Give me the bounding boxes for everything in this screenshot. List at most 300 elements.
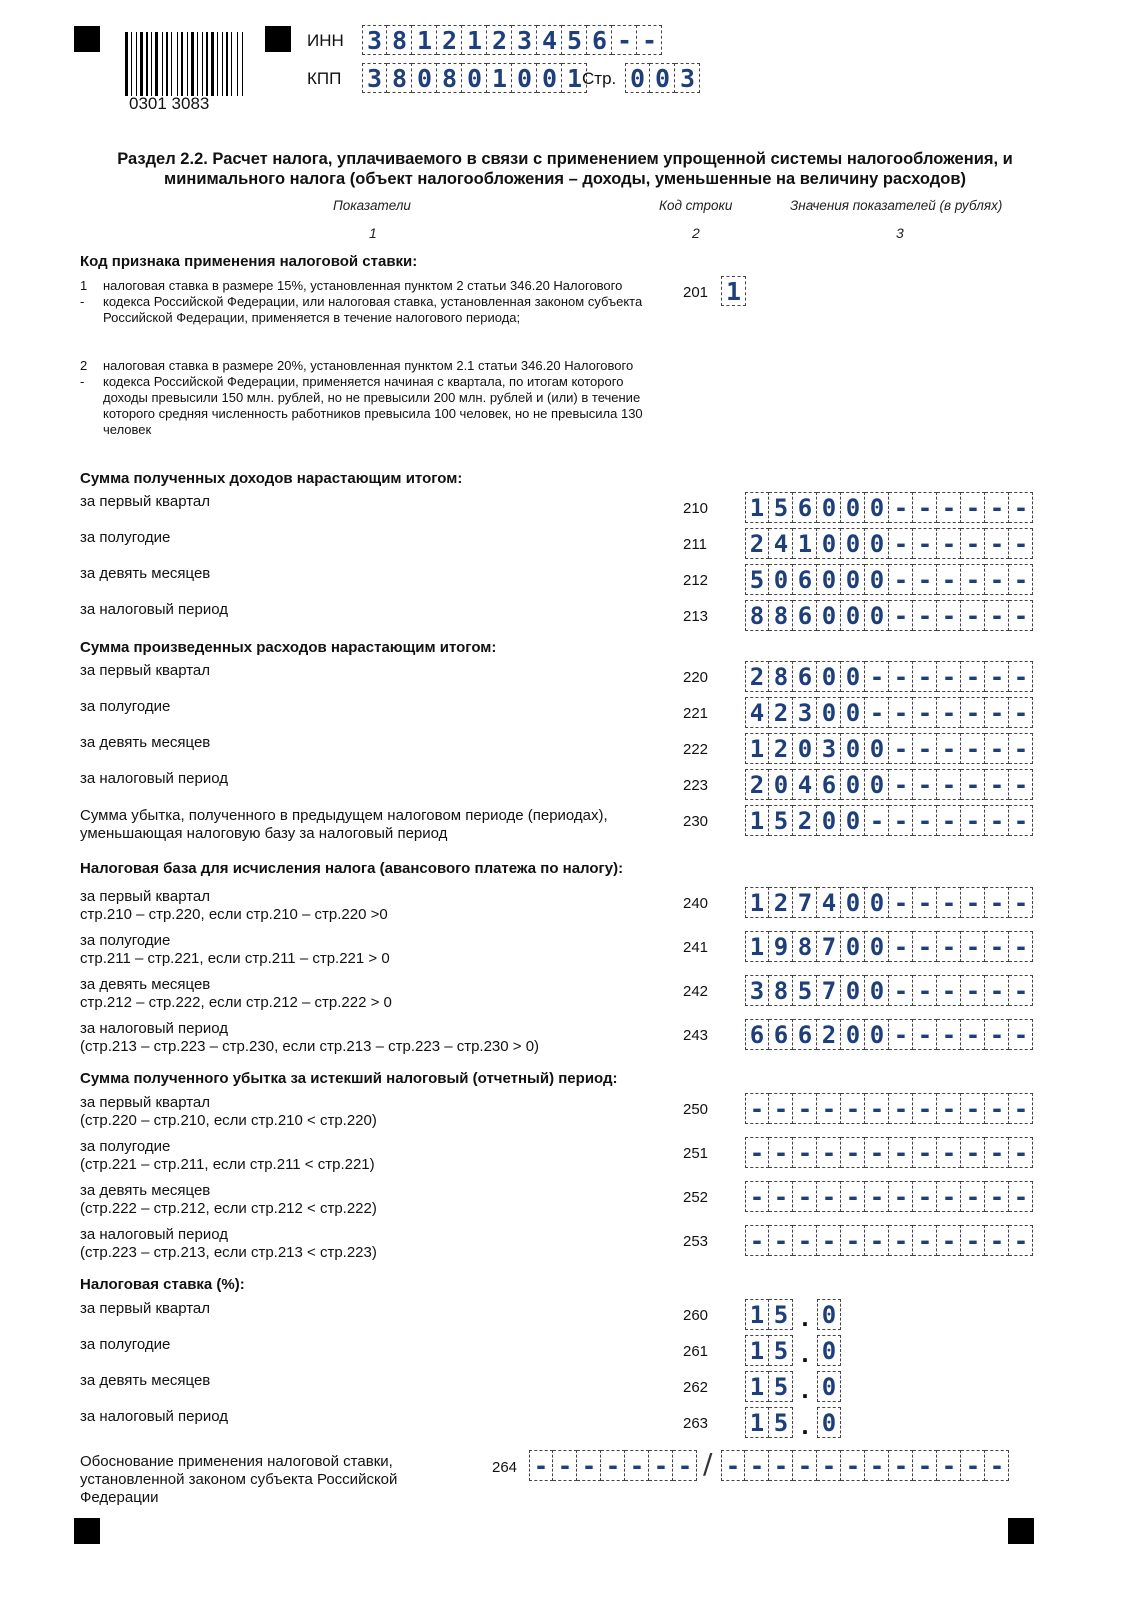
value-220-cell[interactable]: 6 [793, 661, 817, 692]
value-250-cell[interactable]: - [793, 1093, 817, 1124]
value-242-cell[interactable]: 5 [793, 975, 817, 1006]
page-number-cell[interactable]: 0 [625, 63, 650, 93]
value-253-cell[interactable]: - [745, 1225, 769, 1256]
value-240-cell[interactable]: 7 [793, 887, 817, 918]
value-250-cell[interactable]: - [889, 1093, 913, 1124]
value-240-cell[interactable]: - [961, 887, 985, 918]
value-241-cell[interactable]: - [937, 931, 961, 962]
value-241-cell[interactable]: 8 [793, 931, 817, 962]
value-221-cell[interactable]: - [937, 697, 961, 728]
value-242-cell[interactable]: - [889, 975, 913, 1006]
value-212-cell[interactable]: 0 [769, 564, 793, 595]
value-212-cell[interactable]: 0 [865, 564, 889, 595]
value-251-cell[interactable]: - [961, 1137, 985, 1168]
value-211-cell[interactable]: 0 [841, 528, 865, 559]
value-252-cell[interactable]: - [1009, 1181, 1033, 1212]
value-241-cell[interactable]: 0 [841, 931, 865, 962]
rate-int-260-cell[interactable]: 1 [745, 1299, 769, 1330]
value-223-cell[interactable]: - [961, 769, 985, 800]
value-212-cell[interactable]: - [889, 564, 913, 595]
value-223-cell[interactable]: 2 [745, 769, 769, 800]
value-211-cell[interactable]: 0 [817, 528, 841, 559]
value-212-cell[interactable]: 6 [793, 564, 817, 595]
value-253-cell[interactable]: - [1009, 1225, 1033, 1256]
value-242-cell[interactable]: 8 [769, 975, 793, 1006]
loss-label-252: за девять месяцев [80, 1182, 211, 1199]
value-230-cell[interactable]: 5 [769, 805, 793, 836]
value-221-cell[interactable]: - [889, 697, 913, 728]
value-243-cell[interactable]: 0 [865, 1019, 889, 1050]
value-251-cell[interactable]: - [745, 1137, 769, 1168]
value-240-cell[interactable]: 2 [769, 887, 793, 918]
value-250-cell[interactable]: - [841, 1093, 865, 1124]
option2-number: 2 [80, 358, 88, 373]
value-250-cell[interactable]: - [985, 1093, 1009, 1124]
value-230-cell[interactable]: 1 [745, 805, 769, 836]
column-head-line-code: Код строки [659, 198, 733, 213]
value-243-cell[interactable]: 2 [817, 1019, 841, 1050]
value-213-cell[interactable]: 8 [769, 600, 793, 631]
inn-cell[interactable]: 3 [512, 25, 537, 55]
line-code-223: 223 [683, 777, 709, 794]
value-220-cell[interactable]: - [985, 661, 1009, 692]
value-211-cell[interactable]: - [1009, 528, 1033, 559]
value-212-cell[interactable]: - [913, 564, 937, 595]
value-243-cell[interactable]: - [937, 1019, 961, 1050]
value-210-cell[interactable]: - [1009, 492, 1033, 523]
value-252-cell[interactable]: - [985, 1181, 1009, 1212]
value-242-cell[interactable]: - [985, 975, 1009, 1006]
justification-label-3: Федерации [80, 1489, 159, 1506]
rate-int-263-cell[interactable]: 1 [745, 1407, 769, 1438]
value-253-cell[interactable]: - [865, 1225, 889, 1256]
value-253-cell[interactable]: - [769, 1225, 793, 1256]
value-223-cell[interactable]: 0 [769, 769, 793, 800]
value-250-cell[interactable]: - [865, 1093, 889, 1124]
rate-dec-261-cell[interactable]: 0 [817, 1335, 841, 1366]
value-242-cell[interactable]: 0 [841, 975, 865, 1006]
value-240-cell[interactable]: 4 [817, 887, 841, 918]
value-210-cell[interactable]: - [985, 492, 1009, 523]
value-220-cell[interactable]: - [961, 661, 985, 692]
value-252-cell[interactable]: - [769, 1181, 793, 1212]
value-223-cell[interactable]: - [889, 769, 913, 800]
value-222-cell[interactable]: - [913, 733, 937, 764]
rate-decimal-point: . [801, 1374, 809, 1404]
expenses-heading: Сумма произведенных расходов нарастающим итогом: [80, 639, 497, 656]
value-211-cell[interactable]: - [937, 528, 961, 559]
corner-marker-bottom-right [1008, 1518, 1034, 1544]
value-210-cell[interactable]: 0 [841, 492, 865, 523]
expenses-label-223: за налоговый период [80, 770, 229, 787]
justification-part1-cell[interactable]: - [649, 1450, 673, 1481]
value-210-cell[interactable]: 1 [745, 492, 769, 523]
value-211-cell[interactable]: 4 [769, 528, 793, 559]
rate-int-261-cell[interactable]: 5 [769, 1335, 793, 1366]
corner-marker-top-left [74, 26, 100, 52]
value-212-cell[interactable]: 0 [817, 564, 841, 595]
value-240-cell[interactable]: - [889, 887, 913, 918]
value-212-cell[interactable]: - [985, 564, 1009, 595]
value-222-cell[interactable]: - [937, 733, 961, 764]
value-240-cell[interactable]: - [913, 887, 937, 918]
value-222-cell[interactable]: 0 [841, 733, 865, 764]
justification-part1-cell[interactable]: - [577, 1450, 601, 1481]
value-251-cell[interactable]: - [985, 1137, 1009, 1168]
rate-dec-262-cell[interactable]: 0 [817, 1371, 841, 1402]
value-211-cell[interactable]: - [961, 528, 985, 559]
value-211-cell[interactable]: 2 [745, 528, 769, 559]
value-210-cell[interactable]: 5 [769, 492, 793, 523]
inn-cell[interactable]: 4 [537, 25, 562, 55]
value-221-cell[interactable]: 0 [817, 697, 841, 728]
option2-text: налоговая ставка в размере 20%, установленная пунктом 2.1 статьи 346.20 Налогового кодекса Российской Федерации, применяется начиная с квартала, по итогам которого доходы превысили 150 млн. рублей, но не превысили 200 млн. рублей и (или) в течение которого средняя численность работников превысила 100 человек, но не превысила 130 человек [103, 358, 643, 437]
kpp-cell[interactable]: 8 [387, 63, 412, 93]
value-230-cell[interactable]: 0 [817, 805, 841, 836]
column-head-values: Значения показателей (в рублях) [790, 198, 1003, 213]
value-213-cell[interactable]: - [985, 600, 1009, 631]
justification-part2-cell[interactable]: - [889, 1450, 913, 1481]
rate-sign-value-cell[interactable]: 1 [721, 276, 746, 306]
inn-cell[interactable]: 2 [487, 25, 512, 55]
justification-part2-cell[interactable]: - [937, 1450, 961, 1481]
value-222-cell[interactable]: - [1009, 733, 1033, 764]
value-212-cell[interactable]: - [1009, 564, 1033, 595]
value-213-cell[interactable]: 0 [865, 600, 889, 631]
value-212-cell[interactable]: 5 [745, 564, 769, 595]
page-number-cell[interactable]: 3 [675, 63, 700, 93]
value-243-cell[interactable]: - [985, 1019, 1009, 1050]
value-250-cell[interactable]: - [1009, 1093, 1033, 1124]
value-220-cell[interactable]: - [1009, 661, 1033, 692]
value-213-cell[interactable]: - [937, 600, 961, 631]
inn-cell[interactable]: 8 [387, 25, 412, 55]
justification-part1-cell[interactable]: - [529, 1450, 553, 1481]
value-220-cell[interactable]: 0 [841, 661, 865, 692]
value-230-cell[interactable]: - [985, 805, 1009, 836]
justification-part2-cell[interactable]: - [961, 1450, 985, 1481]
value-241-cell[interactable]: - [889, 931, 913, 962]
value-221-cell[interactable]: - [985, 697, 1009, 728]
value-241-cell[interactable]: 0 [865, 931, 889, 962]
value-253-cell[interactable]: - [961, 1225, 985, 1256]
value-213-cell[interactable]: - [961, 600, 985, 631]
value-243-cell[interactable]: - [961, 1019, 985, 1050]
kpp-cell[interactable]: 0 [412, 63, 437, 93]
value-210-cell[interactable]: - [913, 492, 937, 523]
value-251-cell[interactable]: - [841, 1137, 865, 1168]
value-211-cell[interactable]: 0 [865, 528, 889, 559]
justification-part1-cell[interactable]: - [601, 1450, 625, 1481]
value-243-cell[interactable]: - [913, 1019, 937, 1050]
value-210-cell[interactable]: - [961, 492, 985, 523]
value-222-cell[interactable]: 0 [865, 733, 889, 764]
value-252-cell[interactable]: - [793, 1181, 817, 1212]
value-221-cell[interactable]: - [865, 697, 889, 728]
line-code-260: 260 [683, 1307, 709, 1324]
line-code-252: 252 [683, 1189, 709, 1206]
value-230-cell[interactable]: - [1009, 805, 1033, 836]
rate-cells-262 [745, 1371, 841, 1402]
value-213-cell[interactable]: 8 [745, 600, 769, 631]
inn-cell[interactable]: 3 [362, 25, 387, 55]
value-221-cell[interactable]: 4 [745, 697, 769, 728]
line-code-264: 264 [492, 1459, 518, 1476]
inn-cell[interactable]: 1 [462, 25, 487, 55]
value-223-cell[interactable]: 4 [793, 769, 817, 800]
justification-part2-cell[interactable]: - [721, 1450, 745, 1481]
value-221-cell[interactable]: 0 [841, 697, 865, 728]
value-252-cell[interactable]: - [889, 1181, 913, 1212]
kpp-cell[interactable]: 0 [537, 63, 562, 93]
rate-dec-260-cell[interactable]: 0 [817, 1299, 841, 1330]
value-240-cell[interactable]: 1 [745, 887, 769, 918]
value-251-cell[interactable]: - [793, 1137, 817, 1168]
tax-base-label-241: за полугодие [80, 932, 171, 949]
value-212-cell[interactable]: 0 [841, 564, 865, 595]
kpp-cell[interactable]: 0 [462, 63, 487, 93]
rate-int-262-cell[interactable]: 1 [745, 1371, 769, 1402]
value-241-cell[interactable]: 7 [817, 931, 841, 962]
value-213-cell[interactable]: - [889, 600, 913, 631]
value-240-cell[interactable]: - [937, 887, 961, 918]
value-253-cell[interactable]: - [889, 1225, 913, 1256]
value-251-cell[interactable]: - [889, 1137, 913, 1168]
justification-part2-cell[interactable]: - [985, 1450, 1009, 1481]
corner-marker-bottom-left [74, 1518, 100, 1544]
tax-base-label-243: за налоговый период [80, 1020, 229, 1037]
value-210-cell[interactable]: 6 [793, 492, 817, 523]
value-222-cell[interactable]: - [889, 733, 913, 764]
value-212-cell[interactable]: - [937, 564, 961, 595]
value-242-cell[interactable]: - [937, 975, 961, 1006]
value-223-cell[interactable]: 0 [841, 769, 865, 800]
value-223-cell[interactable]: - [1009, 769, 1033, 800]
value-243-cell[interactable]: 6 [769, 1019, 793, 1050]
rate-int-262-cell[interactable]: 5 [769, 1371, 793, 1402]
value-241-cell[interactable]: - [913, 931, 937, 962]
value-230-cell[interactable]: - [889, 805, 913, 836]
value-242-cell[interactable]: 7 [817, 975, 841, 1006]
rate-label-260: за первый квартал [80, 1300, 211, 1317]
value-230-cell[interactable]: - [961, 805, 985, 836]
rate-cells-263 [745, 1407, 841, 1438]
value-251-cell[interactable]: - [817, 1137, 841, 1168]
justification-part2-cell[interactable]: - [793, 1450, 817, 1481]
value-222-cell[interactable]: 3 [817, 733, 841, 764]
value-210-cell[interactable]: 0 [865, 492, 889, 523]
value-243-cell[interactable]: 6 [793, 1019, 817, 1050]
section-title: Раздел 2.2. Расчет налога, уплачиваемого в связи с применением упрощенной системы налогообложения, и минимального налога (объект налогообложения – доходы, уменьшенные на величину расходов) [117, 150, 1013, 188]
inn-cell[interactable]: 6 [587, 25, 612, 55]
value-222-cell[interactable]: 0 [793, 733, 817, 764]
inn-cell[interactable]: 5 [562, 25, 587, 55]
value-241-cell[interactable]: - [1009, 931, 1033, 962]
value-251-cell[interactable]: - [937, 1137, 961, 1168]
value-251-cell[interactable]: - [913, 1137, 937, 1168]
tax-base-formula-242: стр.212 – стр.222, если стр.212 – стр.222 > 0 [80, 994, 392, 1011]
value-220-cell[interactable]: - [913, 661, 937, 692]
value-213-cell[interactable]: 6 [793, 600, 817, 631]
value-253-cell[interactable]: - [985, 1225, 1009, 1256]
rate-dec-263-cell[interactable]: 0 [817, 1407, 841, 1438]
value-243-cell[interactable]: - [889, 1019, 913, 1050]
rate-decimal-point: . [801, 1302, 809, 1332]
value-252-cell[interactable]: - [817, 1181, 841, 1212]
value-223-cell[interactable]: - [985, 769, 1009, 800]
value-241-cell[interactable]: - [961, 931, 985, 962]
value-253-cell[interactable]: - [913, 1225, 937, 1256]
value-240-cell[interactable]: 0 [865, 887, 889, 918]
expenses-label-222: за девять месяцев [80, 734, 211, 751]
value-220-cell[interactable]: - [865, 661, 889, 692]
justification-part1-cell[interactable]: - [673, 1450, 697, 1481]
justification-part2-cell[interactable]: - [865, 1450, 889, 1481]
line-code-253: 253 [683, 1233, 709, 1250]
justification-part1-cell[interactable]: - [553, 1450, 577, 1481]
rate-int-263-cell[interactable]: 5 [769, 1407, 793, 1438]
kpp-cell[interactable]: 8 [437, 63, 462, 93]
loss-prev-label-1: Сумма убытка, полученного в предыдущем налоговом периоде (периодах), [80, 807, 608, 824]
value-223-cell[interactable]: - [937, 769, 961, 800]
value-cells-220 [745, 661, 1033, 692]
value-242-cell[interactable]: 3 [745, 975, 769, 1006]
value-240-cell[interactable]: - [985, 887, 1009, 918]
inn-cell[interactable]: - [612, 25, 637, 55]
value-253-cell[interactable]: - [817, 1225, 841, 1256]
value-223-cell[interactable]: 6 [817, 769, 841, 800]
value-222-cell[interactable]: - [961, 733, 985, 764]
justification-part2-cell[interactable]: - [817, 1450, 841, 1481]
value-221-cell[interactable]: - [1009, 697, 1033, 728]
inn-cell[interactable]: 1 [412, 25, 437, 55]
barcode-bar [211, 32, 214, 96]
page-number-cell[interactable]: 0 [650, 63, 675, 93]
justification-part2-cell[interactable]: - [769, 1450, 793, 1481]
value-252-cell[interactable]: - [961, 1181, 985, 1212]
value-211-cell[interactable]: - [985, 528, 1009, 559]
value-250-cell[interactable]: - [913, 1093, 937, 1124]
value-230-cell[interactable]: - [913, 805, 937, 836]
value-251-cell[interactable]: - [769, 1137, 793, 1168]
value-220-cell[interactable]: - [889, 661, 913, 692]
line-code-211: 211 [683, 536, 707, 553]
justification-part2-cell[interactable]: - [913, 1450, 937, 1481]
value-223-cell[interactable]: 0 [865, 769, 889, 800]
value-230-cell[interactable]: 2 [793, 805, 817, 836]
rate-int-261-cell[interactable]: 1 [745, 1335, 769, 1366]
value-240-cell[interactable]: 0 [841, 887, 865, 918]
value-242-cell[interactable]: 0 [865, 975, 889, 1006]
kpp-cell[interactable]: 1 [562, 63, 587, 93]
value-250-cell[interactable]: - [817, 1093, 841, 1124]
value-221-cell[interactable]: 3 [793, 697, 817, 728]
value-252-cell[interactable]: - [865, 1181, 889, 1212]
value-230-cell[interactable]: 0 [841, 805, 865, 836]
value-213-cell[interactable]: - [913, 600, 937, 631]
value-220-cell[interactable]: - [937, 661, 961, 692]
kpp-cell[interactable]: 3 [362, 63, 387, 93]
value-220-cell[interactable]: 2 [745, 661, 769, 692]
value-252-cell[interactable]: - [841, 1181, 865, 1212]
value-253-cell[interactable]: - [937, 1225, 961, 1256]
value-213-cell[interactable]: - [1009, 600, 1033, 631]
value-250-cell[interactable]: - [769, 1093, 793, 1124]
barcode-bar [177, 32, 178, 96]
rate-decimal-point: . [801, 1338, 809, 1368]
loss-formula-250: (стр.220 – стр.210, если стр.210 < стр.220) [80, 1112, 377, 1129]
value-252-cell[interactable]: - [745, 1181, 769, 1212]
value-213-cell[interactable]: 0 [817, 600, 841, 631]
value-240-cell[interactable]: - [1009, 887, 1033, 918]
value-212-cell[interactable]: - [961, 564, 985, 595]
value-210-cell[interactable]: - [889, 492, 913, 523]
value-250-cell[interactable]: - [961, 1093, 985, 1124]
income-label-210: за первый квартал [80, 493, 211, 510]
kpp-cell[interactable]: 1 [487, 63, 512, 93]
rate-int-260-cell[interactable]: 5 [769, 1299, 793, 1330]
value-211-cell[interactable]: - [913, 528, 937, 559]
value-223-cell[interactable]: - [913, 769, 937, 800]
value-211-cell[interactable]: - [889, 528, 913, 559]
inn-cell[interactable]: 2 [437, 25, 462, 55]
value-250-cell[interactable]: - [745, 1093, 769, 1124]
value-241-cell[interactable]: 1 [745, 931, 769, 962]
value-221-cell[interactable]: - [961, 697, 985, 728]
value-252-cell[interactable]: - [937, 1181, 961, 1212]
value-222-cell[interactable]: - [985, 733, 1009, 764]
value-241-cell[interactable]: 9 [769, 931, 793, 962]
justification-part2-cell[interactable]: - [841, 1450, 865, 1481]
value-210-cell[interactable]: - [937, 492, 961, 523]
rate-heading: Налоговая ставка (%): [80, 1276, 245, 1293]
income-heading: Сумма полученных доходов нарастающим итогом: [80, 470, 463, 487]
value-cells-211 [745, 528, 1033, 559]
inn-cell[interactable]: - [637, 25, 662, 55]
value-221-cell[interactable]: 2 [769, 697, 793, 728]
value-252-cell[interactable]: - [913, 1181, 937, 1212]
justification-part1-cell[interactable]: - [625, 1450, 649, 1481]
page-label: Стр. [582, 69, 617, 88]
value-250-cell[interactable]: - [937, 1093, 961, 1124]
value-222-cell[interactable]: 1 [745, 733, 769, 764]
value-243-cell[interactable]: 0 [841, 1019, 865, 1050]
value-222-cell[interactable]: 2 [769, 733, 793, 764]
value-213-cell[interactable]: 0 [841, 600, 865, 631]
value-211-cell[interactable]: 1 [793, 528, 817, 559]
value-253-cell[interactable]: - [793, 1225, 817, 1256]
value-cells-251 [745, 1137, 1033, 1168]
value-242-cell[interactable]: - [961, 975, 985, 1006]
value-230-cell[interactable]: - [865, 805, 889, 836]
value-241-cell[interactable]: - [985, 931, 1009, 962]
justification-part2-cell[interactable]: - [745, 1450, 769, 1481]
value-243-cell[interactable]: 6 [745, 1019, 769, 1050]
value-242-cell[interactable]: - [1009, 975, 1033, 1006]
value-230-cell[interactable]: - [937, 805, 961, 836]
value-253-cell[interactable]: - [841, 1225, 865, 1256]
kpp-cell[interactable]: 0 [512, 63, 537, 93]
value-251-cell[interactable]: - [865, 1137, 889, 1168]
justification-label-2: установленной законом субъекта Российской [80, 1471, 398, 1488]
value-210-cell[interactable]: 0 [817, 492, 841, 523]
value-221-cell[interactable]: - [913, 697, 937, 728]
value-251-cell[interactable]: - [1009, 1137, 1033, 1168]
value-242-cell[interactable]: - [913, 975, 937, 1006]
value-220-cell[interactable]: 0 [817, 661, 841, 692]
value-243-cell[interactable]: - [1009, 1019, 1033, 1050]
value-220-cell[interactable]: 8 [769, 661, 793, 692]
